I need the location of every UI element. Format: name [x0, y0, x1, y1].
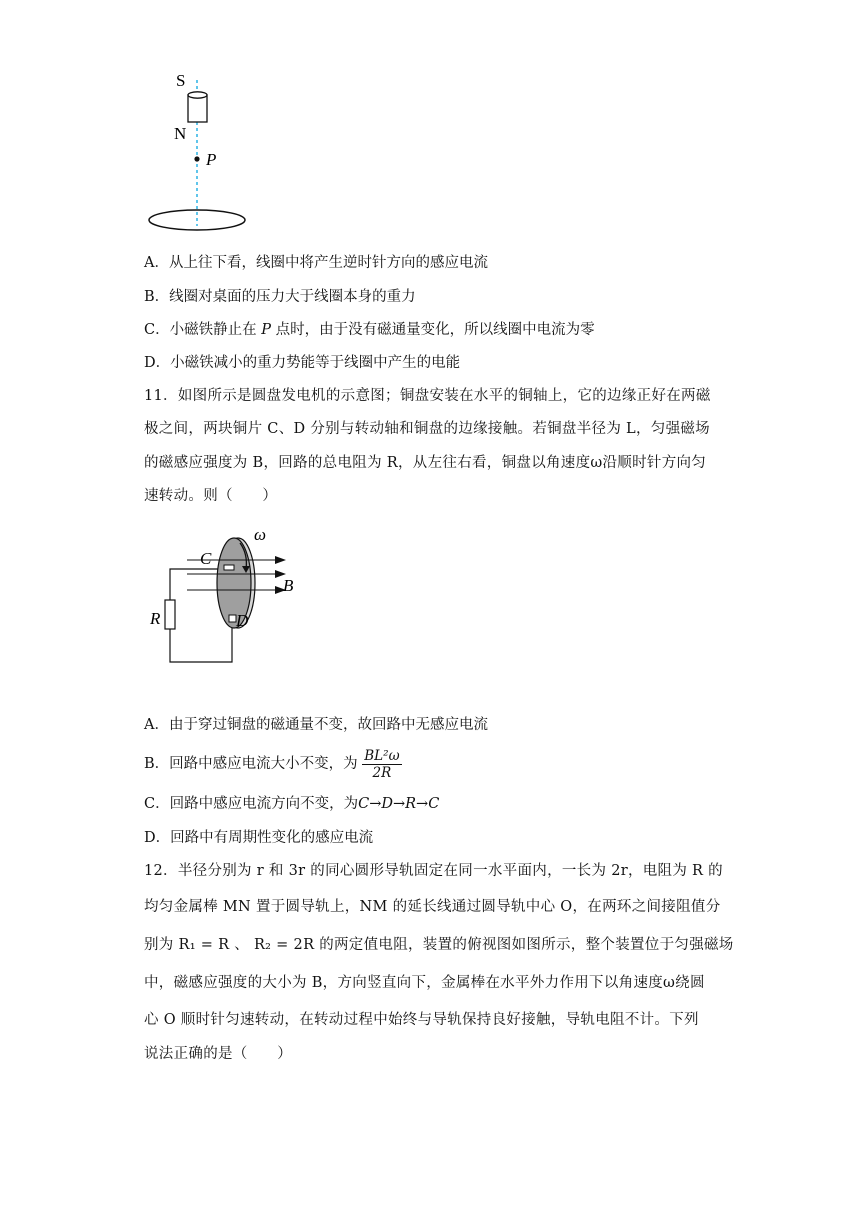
- q12-line-6: 说法正确的是（ ）: [144, 1046, 292, 1062]
- q11-option-a: A．由于穿过铜盘的磁通量不变，故回路中无感应电流: [144, 717, 488, 733]
- field-arrow-head-1: [275, 556, 286, 564]
- label-b: B: [283, 576, 294, 595]
- q10-option-b: B．线圈对桌面的压力大于线圈本身的重力: [144, 289, 416, 305]
- current-fraction: $\frac{\text{BL²ω}}{2R}$: [364, 747, 400, 781]
- q11-option-b: B．回路中感应电流大小不变，为 $\frac{\text{BL²ω}}{2R}$: [144, 747, 400, 781]
- q10-option-d: D．小磁铁减小的重力势能等于线圈中产生的电能: [144, 355, 461, 371]
- q12-line-1: 12．半径分别为 r 和 3r 的同心圆形导轨固定在同一水平面内，一长为 2r，电阻为 R 的: [144, 863, 723, 879]
- label-r: R: [150, 609, 161, 628]
- label-d: D: [236, 611, 249, 630]
- disc-generator-figure: [140, 522, 320, 672]
- label-n: N: [174, 124, 187, 143]
- q11-option-d: D．回路中有周期性变化的感应电流: [144, 830, 374, 846]
- small-magnet: [188, 95, 207, 122]
- q11-line-2: 极之间，两块铜片 C、D 分别与转动轴和铜盘的边缘接触。若铜盘半径为 L，匀强磁场: [144, 421, 710, 437]
- label-s: S: [176, 71, 186, 90]
- label-c: C: [200, 549, 212, 568]
- q10-option-c: C．小磁铁静止在 P 点时，由于没有磁通量变化，所以线圈中电流为零: [144, 322, 595, 338]
- resistor-r: [165, 600, 175, 629]
- magnet-coil-figure: [140, 66, 260, 236]
- q12-line-4: 中，磁感应强度的大小为 B，方向竖直向下，金属棒在水平外力作用下以角速度ω绕圆: [144, 975, 705, 991]
- point-p-dot: [194, 156, 199, 161]
- label-omega: ω: [254, 525, 267, 544]
- small-magnet-top: [188, 92, 207, 98]
- brush-c: [224, 565, 234, 570]
- q12-line-5: 心 O 顺时针匀速转动，在转动过程中始终与导轨保持良好接触，导轨电阻不计。下列: [144, 1012, 699, 1028]
- brush-d: [229, 615, 236, 622]
- label-p: P: [206, 150, 217, 169]
- q12-line-2: 均匀金属棒 MN 置于圆导轨上，NM 的延长线通过圆导轨中心 O，在两环之间接阻值分: [144, 899, 721, 915]
- q11-option-c: C．回路中感应电流方向不变，为C→D→R→C: [144, 796, 440, 812]
- q11-line-1: 11．如图所示是圆盘发电机的示意图；铜盘安装在水平的铜轴上，它的边缘正好在两磁: [144, 388, 711, 404]
- q10-option-a: A．从上往下看，线圈中将产生逆时针方向的感应电流: [144, 255, 488, 271]
- q12-line-3: 别为 R₁ = R 、 R₂ = 2R 的两定值电阻，装置的俯视图如图所示，整个装置位于匀强磁场: [144, 937, 734, 953]
- q11-line-3: 的磁感应强度为 B，回路的总电阻为 R，从左往右看，铜盘以角速度ω沿顺时针方向匀: [144, 455, 707, 471]
- q11-line-4: 速转动。则（ ）: [144, 488, 278, 504]
